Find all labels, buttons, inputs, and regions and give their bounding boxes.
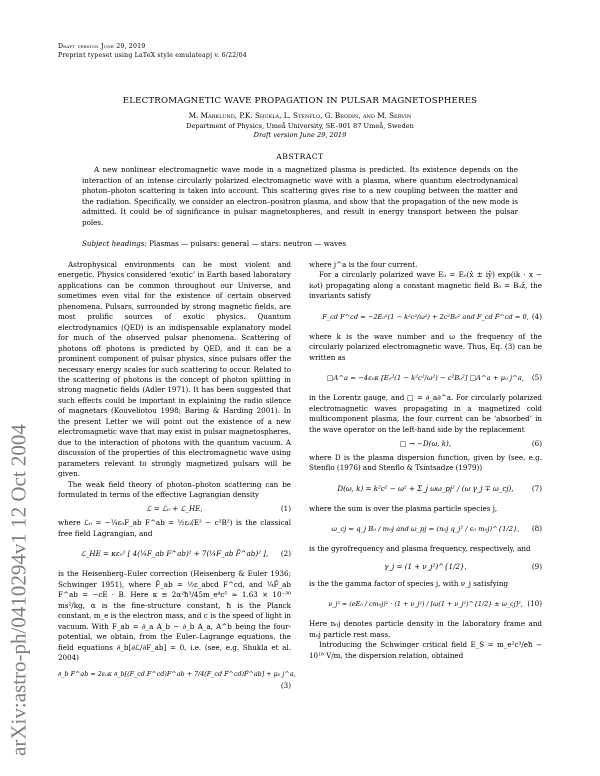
equation-7-number: (7)	[531, 483, 542, 493]
equation-2-body: ℒ_HE = κε₀² [ 4(¼F_ab F^ab)² + 7(¼F_ab F̂^ab)² ],	[80, 549, 269, 559]
equation-5	[309, 363, 542, 393]
equation-6-number: (6)	[531, 438, 542, 448]
equation-3-body: ∂_b F^ab = 2ε₀κ ∂_b[(F_cd F^cd)F^ab + 7/4(F_cd F̂^cd)F̂^ab] + μ₀ j^a,	[58, 670, 296, 679]
draft-header-line: Draft version June 29, 2019	[58, 43, 146, 50]
wave-number-paragraph: where k is the wave number and ω the frequency of the circularly polarized electromagnetic wave. Thus, Eq. (3) can be written as	[309, 331, 542, 362]
lorentz-gauge-paragraph: in the Lorentz gauge, and □ = ∂_a∂^a. For circularly polarized electromagnetic waves propagating in a magnetized cold multicomponent plasma, the four current can be ‘absorbed’ in the wave operator on the left-hand side by the replacement	[309, 393, 542, 434]
equation-9-number: (9)	[531, 561, 542, 571]
right-column	[309, 260, 542, 661]
arxiv-stamp[interactable]	[6, 205, 32, 756]
left-column	[58, 260, 296, 697]
heisenberg-euler-paragraph: is the Heisenberg–Euler correction (Heisenberg & Euler 1936; Schwinger 1951), where F̂_ab = ½ε_abcd F^cd, and ¼F̂_ab F^ab = −cE · B. Here κ ≡ 2α²ħ³/45m_e⁴c⁵ ≈ 1.63 × 10⁻³⁰ ms²/kg, α is the fine-structure constant, ħ is the Planck constant, m_e is the electron mass, and c is the speed of light in vacuum. With F_ab = ∂_a A_b − ∂_b A_a, A^b being the four-potential, we obtain, from the Euler–Lagrange equations, the field equations ∂_b[∂ℒ/∂F_ab] = 0, i.e. (see, e.g. Shukla et al. 2004)	[58, 569, 291, 662]
draft-date: Draft version June 29, 2019	[253, 130, 347, 139]
preprint-header-line: Preprint typeset using LaTeX style emulateapj v. 6/22/04	[58, 52, 247, 59]
intro-paragraph: Astrophysical environments can be most violent and energetic. Physics considered ‘exotic’ in Earth based laboratory applications can be common throughout our Universe, and sometimes even vital for the existence of certain observed phenomena. Pulsars, surrounded by strong magnetic fields, are most prolific sources of exotic physics. Quantum electrodynamics (QED) is an indispensable explanatory model for much of the observed pulsar phenomena. Scattering of photons off photons is predicted by QED, and it can be a prominent component of pulsar physics, since pulsars offer the necessary energy scales for such scattering to occur. Related to the scattering of photons is the concept of photon splitting in strong magnetic fields (Adler 1971). It has been suggested that such effects could be important in explaining the radio silence of magnetars (Kouveliotou 1998; Baring & Harding 2001). In the present Letter we will point out the existence of a new electromagnetic wave that may exist in pulsar magnetospheres, due to the interaction of photons with the quantum vacuum. A discussion of the properties of this electromagnetic wave using parameters relevant to strongly magnetized pulsars will be given.	[58, 260, 291, 479]
subject-headings-label: Subject headings:	[82, 239, 147, 248]
equation-6-body: □ → −D(ω, k),	[399, 438, 452, 448]
arxiv-identifier: arXiv:astro-ph/0410294v1 12 Oct 2004	[6, 424, 31, 756]
abstract-heading: ABSTRACT	[276, 152, 324, 161]
equation-1-body: ℒ = ℒ₀ + ℒ_HE,	[146, 504, 203, 514]
gamma-factor-line: is the the gamma factor of species j, with ν_j satisfying	[309, 578, 509, 588]
circular-wave-paragraph: For a circularly polarized wave E₀ = E₀(x̂ ± iŷ) exp(ik · x − iωt) propagating along a constant magnetic field B₀ = B₀ẑ, the invariants satisfy	[309, 270, 542, 301]
equation-10-body: ν_j² = (eE₀ / cm₀j)² · (1 + ν_j²) / [ω(1 + ν_j²)^{1/2} ± ω_cj]²,	[328, 600, 523, 609]
equation-6	[309, 435, 542, 453]
equation-7-body: D(ω, k) = k²c² − ω² + Σ_j ωω_pj² / (ω γ_j ∓ ω_cj),	[337, 483, 514, 493]
equation-3-number: (3)	[280, 681, 291, 691]
dispersion-function-paragraph: where D is the plasma dispersion function, given by (see, e.g. Stenflo (1976) and Stenflo & Tsintsadze (1979))	[309, 452, 542, 473]
equation-9-body: γ_j = (1 + ν_j²)^{1/2},	[384, 561, 467, 571]
equation-7	[309, 474, 542, 504]
equation-2-number: (2)	[280, 549, 291, 559]
equation-8	[309, 514, 542, 544]
species-sum-line: where the sum is over the plasma particle species j,	[309, 503, 498, 513]
equation-4	[309, 302, 542, 332]
abstract-text: A new nonlinear electromagnetic wave mode in a magnetized plasma is predicted. Its existence depends on the interaction of an intense circularly polarized electromagnetic wave with a plasma, where quantum electrodynamical photon–photon scattering is taken into account. This scattering gives rise to a new coupling between the matter and the radiation. Specifically, we consider an electron–positron plasma, and show that the propagation of the new mode is admitted. It could be of significance in pulsar magnetospheres, and result in energy transport between the pulsar poles.	[82, 165, 518, 227]
equation-8-body: ω_cj = q_j B₀ / m₀j and ω_pj = (n₀j q_j² / ε₀ m₀j)^{1/2},	[331, 525, 520, 534]
equation-5-number: (5)	[531, 373, 542, 383]
equation-3	[58, 663, 296, 697]
density-paragraph: Here n₀j denotes particle density in the laboratory frame and m₀j particle rest mass.	[309, 619, 542, 639]
equation-10	[309, 589, 542, 619]
equation-2	[58, 539, 291, 569]
subject-headings-text: Plasmas — pulsars: general — stars: neutron — waves	[149, 239, 346, 248]
paper-title: ELECTROMAGNETIC WAVE PROPAGATION IN PULSAR MAGNETOSPHERES	[122, 96, 478, 106]
four-current-line: where j^a is the four current.	[309, 260, 418, 269]
equation-8-number: (8)	[531, 524, 542, 534]
schwinger-paragraph: Introducing the Schwinger critical field E_S = m_e²c³/eħ ∼ 10¹⁸ V/m, the dispersion relation, obtained	[309, 640, 542, 660]
equation-4-number: (4)	[531, 311, 542, 321]
author-list: M. Marklund, P.K. Shukla, L. Stenflo, G. Brodin, and M. Servin	[188, 111, 412, 120]
equation-1	[58, 500, 291, 518]
equation-10-number: (10)	[527, 599, 542, 609]
affiliation: Department of Physics, Umeå University, SE–901 87 Umeå, Sweden	[186, 121, 414, 130]
gyrofrequency-paragraph: is the gyrofrequency and plasma frequency, respectively, and	[309, 544, 531, 554]
equation-4-body: F_cd F^cd = −2E₀²(1 − k²c²/ω²) + 2c²B₀² and F_cd F̂^cd = 0,	[322, 312, 529, 321]
equation-5-body: □A^a = −4ε₀κ [E₀²(1 − k²c²/ω²) − c²B₀²] □A^a + μ₀ j^a,	[327, 374, 524, 383]
lagrangian-intro-paragraph: The weak field theory of photon–photon scattering can be formulated in terms of the effective Lagrangian density	[58, 479, 291, 499]
equation-1-number: (1)	[280, 504, 291, 514]
equation-9	[309, 555, 542, 579]
classical-lagrangian-paragraph: where ℒ₀ = −¼ε₀F_ab F^ab = ½ε₀(E² − c²B²) is the classical free field Lagrangian, and	[58, 518, 291, 538]
subject-headings	[82, 239, 518, 250]
